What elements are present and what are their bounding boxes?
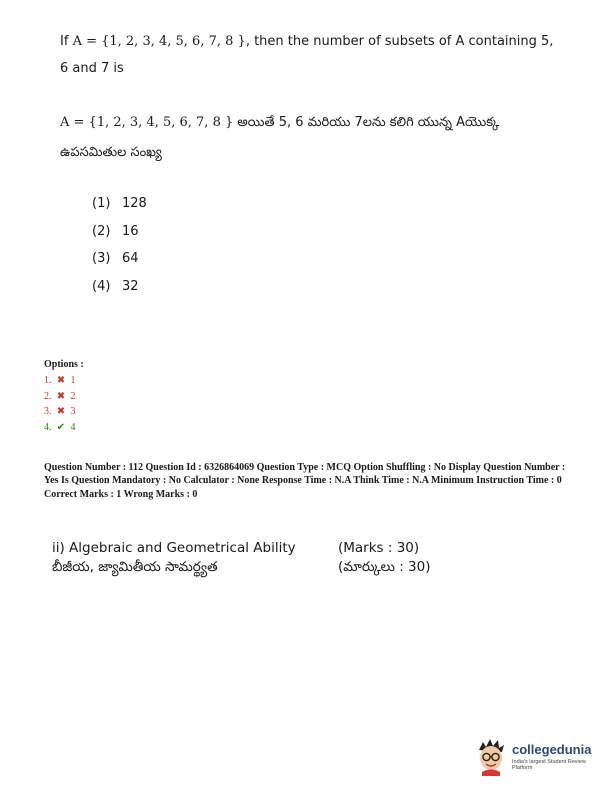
option-3: 3. ✖ 3 [44, 406, 76, 417]
collegedunia-logo [474, 736, 604, 780]
options-list [44, 359, 84, 435]
options-title: Options : [44, 359, 84, 370]
question-english [60, 28, 560, 82]
section-marks [338, 539, 431, 577]
question-english-text: , then the number of subsets of A containing 5, 6 and 7 is [60, 34, 554, 76]
choice-1: (1) 128 [92, 196, 147, 211]
check-icon: ✔ [56, 421, 66, 433]
section-title-telugu: బీజీయ, జ్యామితీయ సామర్థ్యత [52, 559, 218, 575]
option-2: 2. ✖ 2 [44, 390, 76, 402]
question-telugu-text: అయితే 5, 6 మరియు 7లను కలిగి యున్న Aయొక్క ఉపసమితుల సంఖ్య [60, 115, 500, 160]
answer-choices [92, 192, 147, 302]
metadata-marks: Correct Marks : 1 Wrong Marks : 0 [44, 489, 198, 500]
option-1: 1. ✖ 1 [44, 375, 76, 386]
mascot-icon [474, 736, 508, 776]
logo-name: collegedunia [512, 742, 592, 757]
cross-icon: ✖ [56, 406, 66, 417]
metadata-details: Question Number : 112 Question Id : 6326864069 Question Type : MCQ Option Shuffling : No Display Question Number : Yes Is Question Mandatory : No Calculator : None Response Time : N.A Think Time : N.A Minimum Instruction Time : 0 [44, 462, 566, 486]
choice-2: (2) 16 [92, 223, 139, 239]
question-set-math-telugu: A = {1, 2, 3, 4, 5, 6, 7, 8 } [60, 115, 234, 130]
logo-tagline: India's largest Student Review Platform [512, 759, 586, 771]
section-title-english: ii) Algebraic and Geometrical Ability [52, 540, 296, 556]
question-metadata [44, 461, 574, 501]
option-4: 4. ✔ 4 [44, 421, 76, 433]
choice-4: (4) 32 [92, 278, 139, 294]
question-telugu [60, 108, 560, 168]
cross-icon: ✖ [56, 375, 66, 386]
section-heading [52, 539, 296, 577]
section-marks-telugu: (మార్కులు : 30) [338, 559, 431, 575]
question-prefix: If [60, 34, 69, 49]
section-marks-english: (Marks : 30) [338, 540, 420, 556]
question-set-math: A = {1, 2, 3, 4, 5, 6, 7, 8 } [72, 34, 246, 49]
cross-icon: ✖ [56, 390, 66, 402]
choice-3: (3) 64 [92, 251, 139, 267]
